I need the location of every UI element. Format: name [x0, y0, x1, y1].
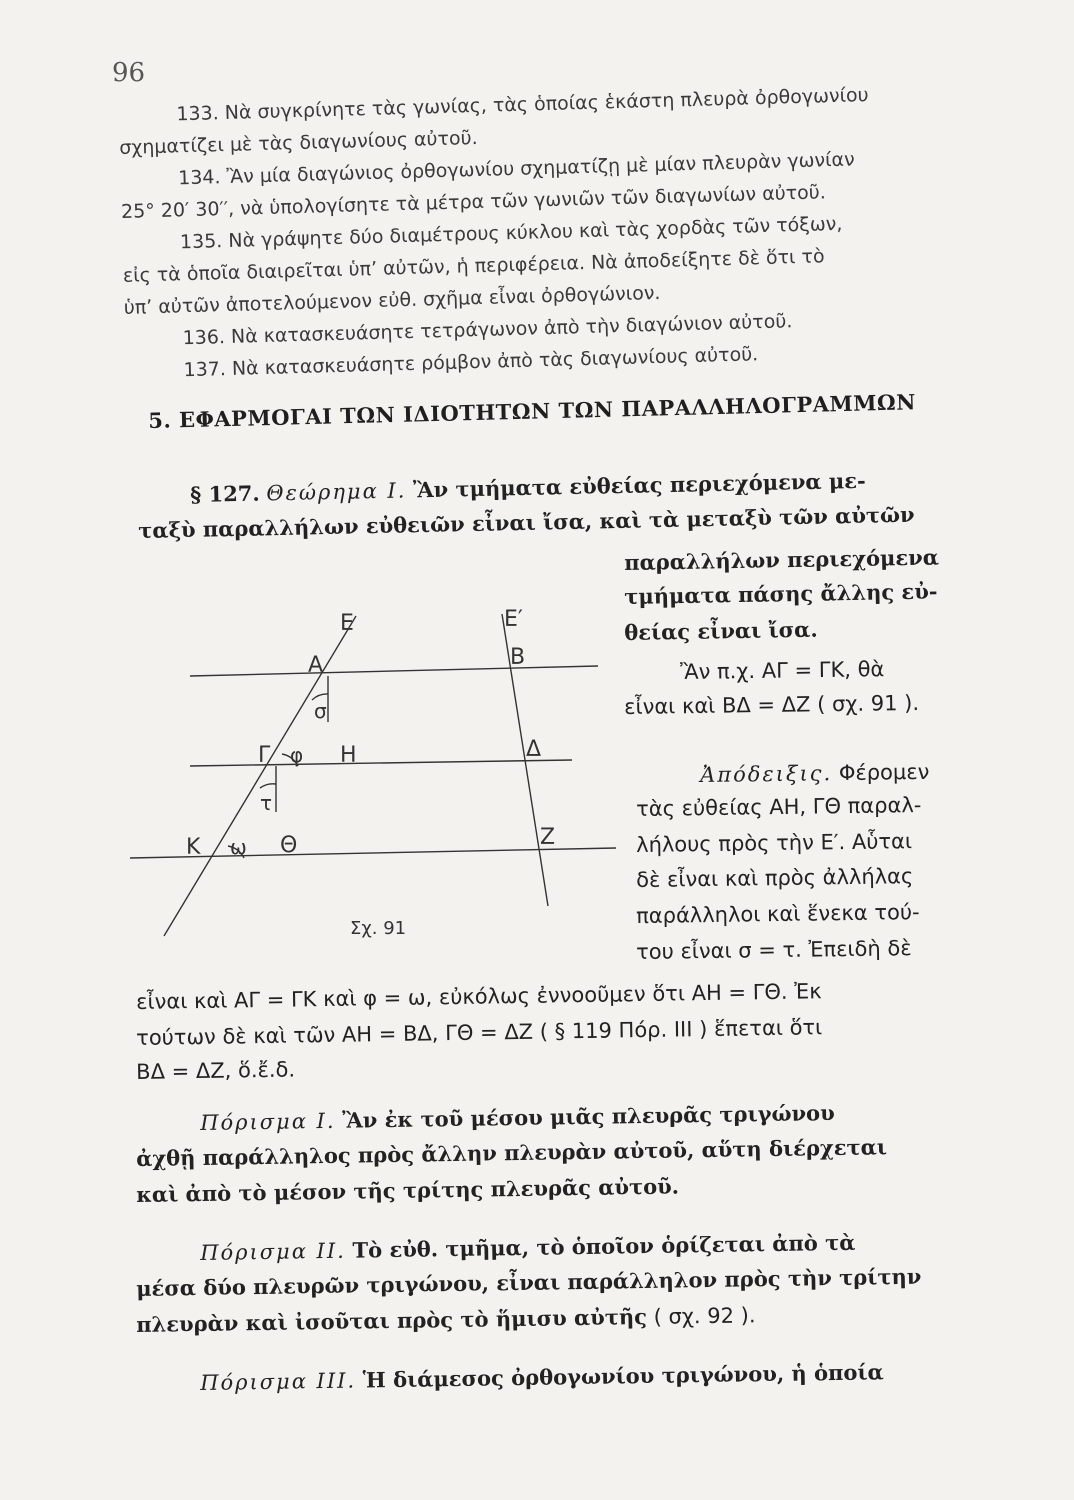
- corollary-line: μέσα δύο πλευρῶν τριγώνου, εἶναι παράλληλον πρὸς τὴν τρίτην: [136, 1263, 922, 1301]
- theorem-line: θείας εἶναι ἴσα.: [624, 616, 818, 645]
- theorem-first-line: [190, 468, 866, 507]
- theorem-line: παραλλήλων περιεχόμενα: [624, 544, 940, 575]
- figure-caption: Σχ. 91: [350, 918, 407, 939]
- exercise-line: 133. Νὰ συγκρίνητε τὰς γωνίας, τὰς ὁποίας ἑκάστη πλευρὰ ὀρθογωνίου: [176, 84, 869, 126]
- corollary-1-label: Πόρισμα I.: [200, 1108, 336, 1135]
- proof-line: δὲ εἶναι καὶ πρὸς ἀλλήλας: [636, 864, 914, 892]
- proof-line: εἶναι καὶ ΑΓ = ΓΚ καὶ φ = ω, εὐκόλως ἐννοοῦμεν ὅτι ΑΗ = ΓΘ. Ἐκ: [136, 979, 822, 1014]
- exercise-line: 136. Νὰ κατασκευάσητε τετράγωνον ἀπὸ τὴν διαγώνιον αὐτοῦ.: [182, 310, 793, 350]
- theorem-line: Ἂν τμήματα εὐθείας περιεχόμενα με-: [412, 467, 866, 503]
- label-h: Η: [340, 743, 357, 768]
- figure-reference: ( σχ. 92 ).: [653, 1303, 756, 1329]
- label-z: Ζ: [540, 825, 556, 850]
- label-e-prime: Ε′: [504, 607, 523, 632]
- label-tau: τ: [260, 791, 273, 815]
- label-omega: ω: [230, 835, 247, 859]
- corollary-line: ἀχθῇ παράλληλος πρὸς ἄλλην πλευρὰν αὐτοῦ, αὕτη διέρχεται: [136, 1134, 888, 1171]
- theorem-number: § 127.: [190, 480, 260, 507]
- proof-line: Φέρομεν: [838, 759, 930, 786]
- exercise-line: ὑπ’ αὐτῶν ἀποτελούμενον εὐθ. σχῆμα εἶναι ὀρθογώνιον.: [123, 281, 661, 319]
- example-line: εἶναι καὶ ΒΔ = ΔΖ ( σχ. 91 ).: [624, 690, 920, 719]
- proof-line: του εἶναι σ = τ. Ἐπειδὴ δὲ: [636, 936, 912, 964]
- label-k: Κ: [186, 835, 201, 860]
- label-e: Ε: [340, 611, 354, 636]
- label-d: Δ: [526, 737, 542, 762]
- proof-label: Ἀπόδειξις.: [700, 761, 833, 787]
- label-th: Θ: [280, 833, 298, 858]
- theorem-label: Θεώρημα I.: [266, 478, 407, 506]
- angle-tau-arc: [260, 784, 276, 788]
- corollary-3-first-line: [200, 1359, 884, 1395]
- transversal-e: [164, 616, 356, 936]
- corollary-2-first-line: [200, 1230, 856, 1265]
- proof-line: ΒΔ = ΔΖ, ὅ.ἔ.δ.: [136, 1057, 296, 1084]
- exercise-line: εἰς τὰ ὁποῖα διαιρεῖται ὑπ’ αὐτῶν, ἡ περιφέρεια. Νὰ ἀποδείξητε δὲ ὅτι τὸ: [122, 245, 825, 287]
- exercise-line: 137. Νὰ κατασκευάσητε ρόμβον ἀπὸ τὰς διαγωνίους αὐτοῦ.: [183, 343, 759, 382]
- exercise-list: [118, 76, 996, 388]
- corollary-line: Τὸ εὐθ. τμῆμα, τὸ ὁποῖον ὁρίζεται ἀπὸ τὰ: [352, 1229, 856, 1263]
- corollary-2-last-line: [136, 1302, 756, 1337]
- parallel-line-a: [190, 666, 598, 676]
- corollary-2-label: Πόρισμα II.: [200, 1238, 347, 1265]
- parallel-line-g: [190, 760, 572, 766]
- proof-line: τούτων δὲ καὶ τῶν ΑΗ = ΒΔ, ΓΘ = ΔΖ ( § 119 Πόρ. III ) ἕπεται ὅτι: [136, 1015, 823, 1050]
- corollary-line: Ἡ διάμεσος ὀρθογωνίου τριγώνου, ἡ ὁποία: [362, 1359, 884, 1393]
- theorem-line: ταξὺ παραλλήλων εὐθειῶν εἶναι ἴσα, καὶ τὰ μεταξὺ τῶν αὐτῶν: [138, 501, 915, 543]
- example-line: Ἂν π.χ. ΑΓ = ΓΚ, θὰ: [680, 657, 885, 684]
- label-sigma: σ: [314, 699, 327, 723]
- figure-91: [120, 590, 640, 950]
- label-g: Γ: [258, 743, 271, 768]
- corollary-3-label: Πόρισμα III.: [200, 1368, 357, 1395]
- proof-first-line: [700, 760, 930, 787]
- label-b: Β: [510, 645, 526, 670]
- label-phi: φ: [290, 743, 304, 767]
- corollary-line: καὶ ἀπὸ τὸ μέσον τῆς τρίτης πλευρᾶς αὐτοῦ.: [136, 1173, 680, 1207]
- proof-line: παράλληλοι καὶ ἕνεκα τού-: [636, 900, 920, 928]
- corollary-line: Ἂν ἐκ τοῦ μέσου μιᾶς πλευρᾶς τριγώνου: [342, 1100, 835, 1133]
- corollary-1-first-line: [200, 1100, 835, 1135]
- page-number: 96: [112, 58, 146, 88]
- label-a: Α: [308, 653, 324, 678]
- proof-line: λήλους πρὸς τὴν Ε′. Αὗται: [636, 829, 913, 857]
- theorem-line: τμήματα πάσης ἄλλης εὐ-: [624, 578, 938, 609]
- proof-line: τὰς εὐθείας ΑΗ, ΓΘ παραλ-: [636, 793, 922, 821]
- section-title: 5. ΕΦΑΡΜΟΓΑΙ ΤΩΝ ΙΔΙΟΤΗΤΩΝ ΤΩΝ ΠΑΡΑΛΛΗΛΟΓΡΑΜΜΩΝ: [148, 389, 917, 433]
- exercise-line: 135. Νὰ γράψητε δύο διαμέτρους κύκλου καὶ τὰς χορδὰς τῶν τόξων,: [179, 212, 843, 254]
- corollary-line: πλευρὰν καὶ ἰσοῦται πρὸς τὸ ἥμισυ αὐτῆς: [136, 1303, 648, 1337]
- exercise-line: 25° 20′ 30′′, νὰ ὑπολογίσητε τὰ μέτρα τῶν γωνιῶν τῶν διαγωνίων αὐτοῦ.: [120, 181, 827, 223]
- exercise-line: σχηματίζει μὲ τὰς διαγωνίους αὐτοῦ.: [119, 126, 478, 159]
- exercise-line: 134. Ἂν μία διαγώνιος ὀρθογωνίου σχηματίζῃ μὲ μίαν πλευρὰν γωνίαν: [177, 148, 855, 190]
